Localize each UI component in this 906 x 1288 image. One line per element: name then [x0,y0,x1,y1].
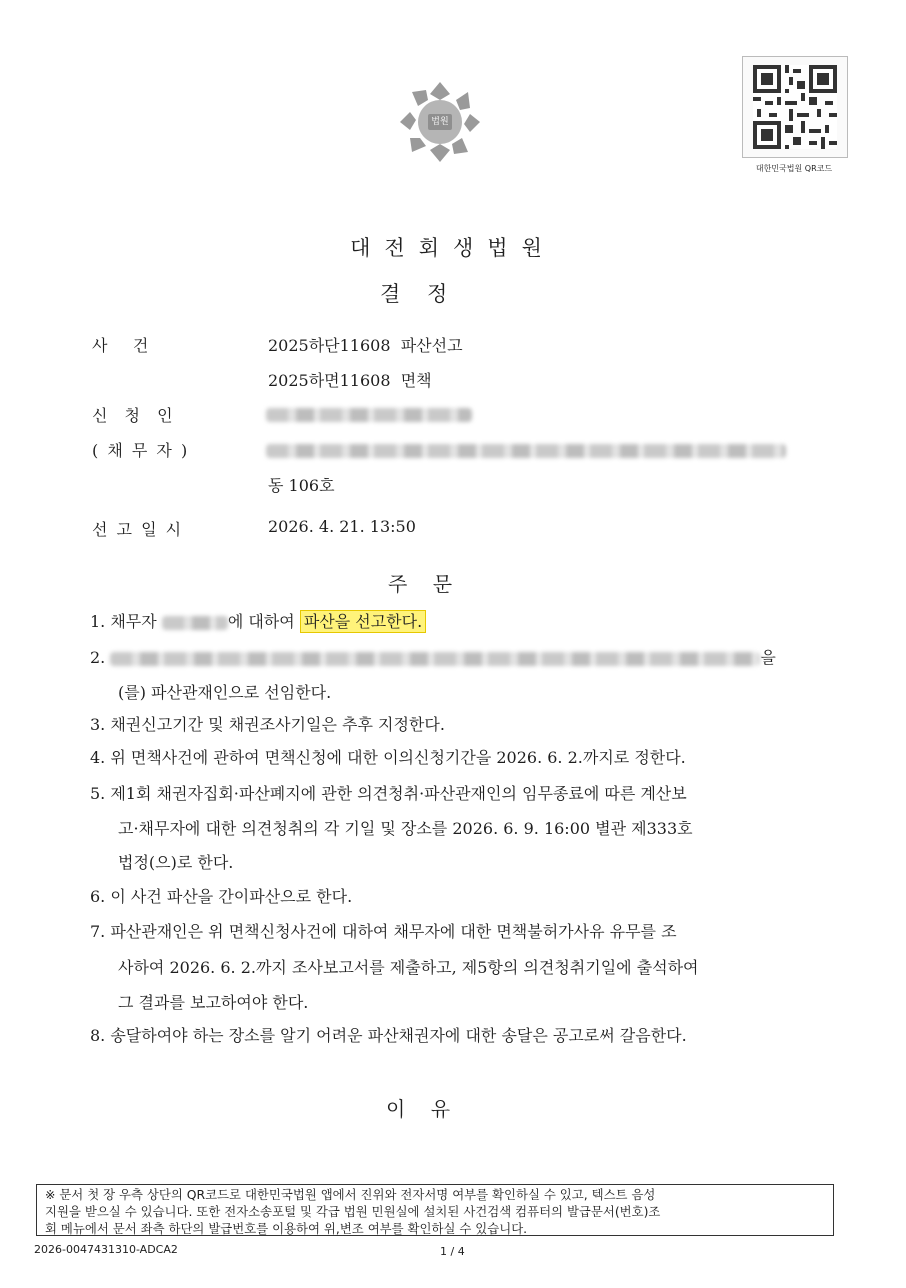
order-item-1 [90,609,790,632]
applicant-name-redacted [266,404,472,423]
applicant-label: 신 청 인 [92,406,179,425]
order-item-2-prefix: 2. [90,648,111,667]
order-item-2-continued: (를) 파산관재인으로 선임한다. [118,683,332,702]
issue-number: 2026-0047431310-ADCA2 [34,1243,178,1256]
case-number-bankruptcy: 2025하단11608 파산선고 [268,336,463,355]
order-item-7-line-3: 그 결과를 보고하여야 한다. [118,993,309,1012]
document-title: 결 정 [380,282,448,306]
case-label: 사 건 [92,336,149,355]
order-item-7-line-1: 7. 파산관재인은 위 면책신청사건에 대하여 채무자에 대한 면책불허가사유 유무를 조 [90,922,677,941]
order-item-4: 4. 위 면책사건에 관하여 면책신청에 대한 이의신청기간을 2026. 6. 2.까지로 정한다. [90,748,686,767]
date-label: 선 고 일 시 [92,520,184,539]
order-item-8: 8. 송달하여야 하는 장소를 알기 어려운 파산채권자에 대한 송달은 공고로써 갈음한다. [90,1026,687,1045]
trustee-info-redacted [110,652,760,666]
court-emblem [398,80,482,164]
order-item-1-prefix: 1. 채무자 [90,612,162,631]
reason-heading: 이 유 [386,1097,451,1121]
notice-line-3: 회 메뉴에서 문서 좌측 하단의 발급번호를 이용하여 위,변조 여부를 확인하실 수 있습니다. [45,1221,528,1236]
order-item-7-line-2: 사하여 2026. 6. 2.까지 조사보고서를 제출하고, 제5항의 의견청취기일에 출석하여 [118,958,699,977]
debtor-name-redacted [162,616,228,630]
debtor-address-tail: 동 106호 [268,476,335,495]
order-item-2-suffix: 을 [760,648,776,667]
order-item-6: 6. 이 사건 파산을 간이파산으로 한다. [90,887,353,906]
verification-notice [36,1184,834,1236]
case-number-discharge: 2025하면11608 면책 [268,371,432,390]
page-number: 1 / 4 [440,1245,465,1258]
debtor-address-redacted [266,440,786,459]
order-heading: 주 문 [388,572,453,596]
notice-line-1: ※ 문서 첫 장 우측 상단의 QR코드로 대한민국법원 앱에서 진위와 전자서명 여부를 확인하실 수 있고, 텍스트 음성 [45,1187,656,1202]
debtor-label: ( 채 무 자 ) [92,441,190,460]
qr-code[interactable] [742,56,848,158]
pronouncement-date: 2026. 4. 21. 13:50 [268,517,416,536]
order-item-1-mid: 에 대하여 [227,612,300,631]
emblem-text: 법원 [431,117,449,127]
court-name: 대전회생법원 [350,236,556,260]
notice-line-2: 지원을 받으실 수 있습니다. 또한 전자소송포털 및 각급 법원 민원실에 설치된 사건검색 컴퓨터의 발급문서(번호)조 [45,1204,661,1219]
order-item-5-line-2: 고·채무자에 대한 의견청취의 각 기일 및 장소를 2026. 6. 9. 16:00 별관 제333호 [118,819,693,838]
order-item-3: 3. 채권신고기간 및 채권조사기일은 추후 지정한다. [90,715,445,734]
order-item-5-line-1: 5. 제1회 채권자집회·파산폐지에 관한 의견청취·파산관재인의 임무종료에 따른 계산보 [90,784,687,803]
order-item-2 [90,645,790,668]
qr-caption: 대한민국법원 QR코드 [755,164,833,173]
highlighted-ruling: 파산을 선고한다. [300,610,426,633]
order-item-5-line-3: 법정(으)로 한다. [118,853,234,872]
